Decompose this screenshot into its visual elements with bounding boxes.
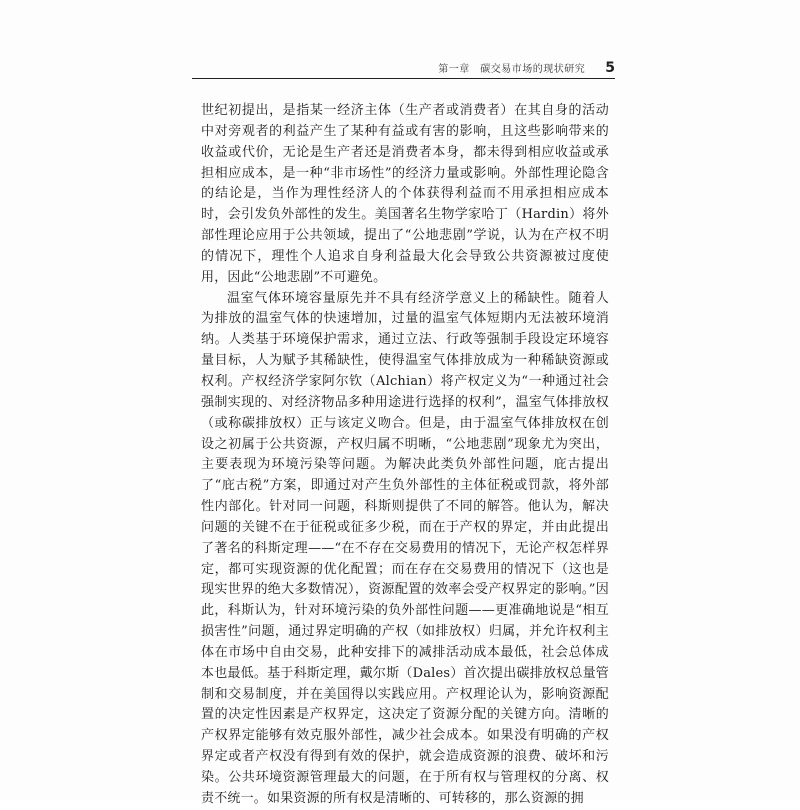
running-header (192, 60, 615, 79)
body-text (201, 101, 609, 810)
paragraph: 温室气体环境容量原先并不具有经济学意义上的稀缺性。随着人为排放的温室气体的快速增加，过量的温室气体短期内无法被环境消纳。人类基于环境保护需求，通过立法、行政等强制手段设定环境容量目标，人为赋予其稀缺性，使得温室气体排放成为一种稀缺资源或权利。产权经济学家阿尔钦（Alchian）将产权定义为“一种通过社会强制实现的、对经济物品多种用途进行选择的权利”，温室气体排放权（或称碳排放权）正与该定义吻合。但是，由于温室气体排放权在创设之初属于公共资源，产权归属不明晰，“公地悲剧”现象尤为突出，主要表现为环境污染等问题。为解决此类负外部性问题，庇古提出了“庇古税”方案，即通过对产生负外部性的主体征税或罚款，将外部性内部化。针对同一问题，科斯则提供了不同的解答。他认为，解决问题的关键不在于征税或征多少税，而在于产权的界定，并由此提出了著名的科斯定理——“在不存在交易费用的情况下，无论产权怎样界定，都可实现资源的优化配置；而在存在交易费用的情况下（这也是现实世界的绝大多数情况），资源配置的效率会受产权界定的影响。”因此，科斯认为，针对环境污染的负外部性问题——更准确地说是“相互损害性”问题，通过界定明确的产权（如排放权）归属，并允许权利主体在市场中自由交易，此种安排下的减排活动成本最低，社会总体成本也最低。基于科斯定理，戴尔斯（Dales）首次提出碳排放权总量管制和交易制度，并在美国得以实践应用。产权理论认为，影响资源配置的决定性因素是产权界定，这决定了资源分配的关键方向。清晰的产权界定能够有效克服外部性，减少社会成本。如果没有明确的产权界定或者产权没有得到有效的保护，就会造成资源的浪费、破坏和污染。公共环境资源管理最大的问题，在于所有权与管理权的分离、权责不统一。如果资源的所有权是清晰的、可转移的，那么资源的拥 (201, 290, 609, 806)
paragraph: 世纪初提出，是指某一经济主体（生产者或消费者）在其自身的活动中对旁观者的利益产生了某种有益或有害的影响，且这些影响带来的收益或代价，无论是生产者还是消费者本身，都未得到相应收益或承担相应成本，是一种“非市场性”的经济力量或影响。外部性理论隐含的结论是，当作为理性经济人的个体获得利益而不用承担相应成本时，会引发负外部性的发生。美国著名生物学家哈丁（Hardin）将外部性理论应用于公共领域，提出了“公地悲剧”学说，认为在产权不明的情况下，理性个人追求自身利益最大化会导致公共资源被过度使用，因此“公地悲剧”不可避免。 (201, 103, 609, 285)
chapter-title: 第一章 碳交易市场的现状研究 (438, 64, 586, 75)
page-number: 5 (605, 60, 615, 76)
